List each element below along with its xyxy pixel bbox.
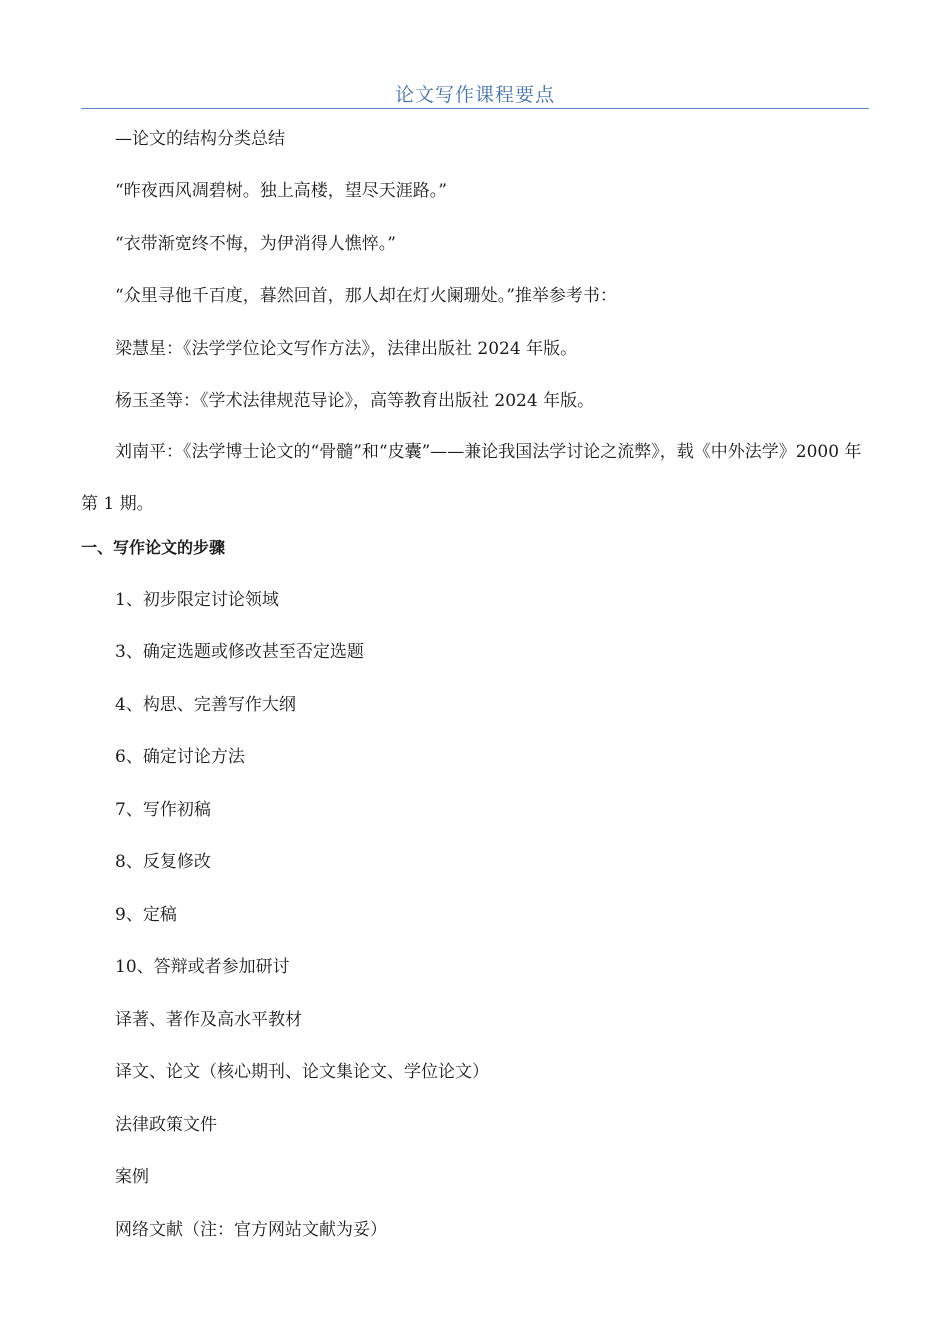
step-item: 6、确定讨论方法 <box>115 747 245 767</box>
source-item: 译文、论文（核心期刊、论文集论文、学位论文） <box>115 1062 489 1082</box>
quote-line: “昨夜西风凋碧树。独上高楼，望尽天涯路。” <box>115 181 447 201</box>
step-item: 7、写作初稿 <box>115 800 211 820</box>
page-header-title: 论文写作课程要点 <box>394 84 555 106</box>
quote-line: “衣带渐宽终不悔，为伊消得人憔悴。” <box>115 234 396 254</box>
source-item: 法律政策文件 <box>115 1115 217 1135</box>
step-item: 4、构思、完善写作大纲 <box>115 695 296 715</box>
step-item: 10、答辩或者参加研讨 <box>115 957 290 977</box>
quote-line: “众里寻他千百度，暮然回首，那人却在灯火阑珊处。”推举参考书： <box>115 286 617 306</box>
header-divider <box>81 108 869 109</box>
step-item: 9、定稿 <box>115 905 177 925</box>
section-heading: 一、写作论文的步骤 <box>81 538 226 557</box>
reference-line: 杨玉圣等：《学术法律规范导论》，高等教育出版社 2024 年版。 <box>115 391 595 411</box>
source-item: 译著、著作及高水平教材 <box>115 1010 302 1030</box>
source-item: 案例 <box>115 1167 149 1187</box>
step-item: 8、反复修改 <box>115 852 211 872</box>
step-item: 1、初步限定讨论领域 <box>115 590 279 610</box>
source-item: 网络文献（注：官方网站文献为妥） <box>115 1220 387 1240</box>
intro-line: —论文的结构分类总结 <box>115 129 285 149</box>
step-item: 3、确定选题或修改甚至否定选题 <box>115 642 364 662</box>
reference-line: 梁慧星：《法学学位论文写作方法》，法律出版社 2024 年版。 <box>115 339 578 359</box>
reference-line: 刘南平：《法学博士论文的“骨髓”和“皮囊”——兼论我国法学讨论之流弊》，载《中外法学》2000 年第 1 期。 <box>81 442 862 514</box>
